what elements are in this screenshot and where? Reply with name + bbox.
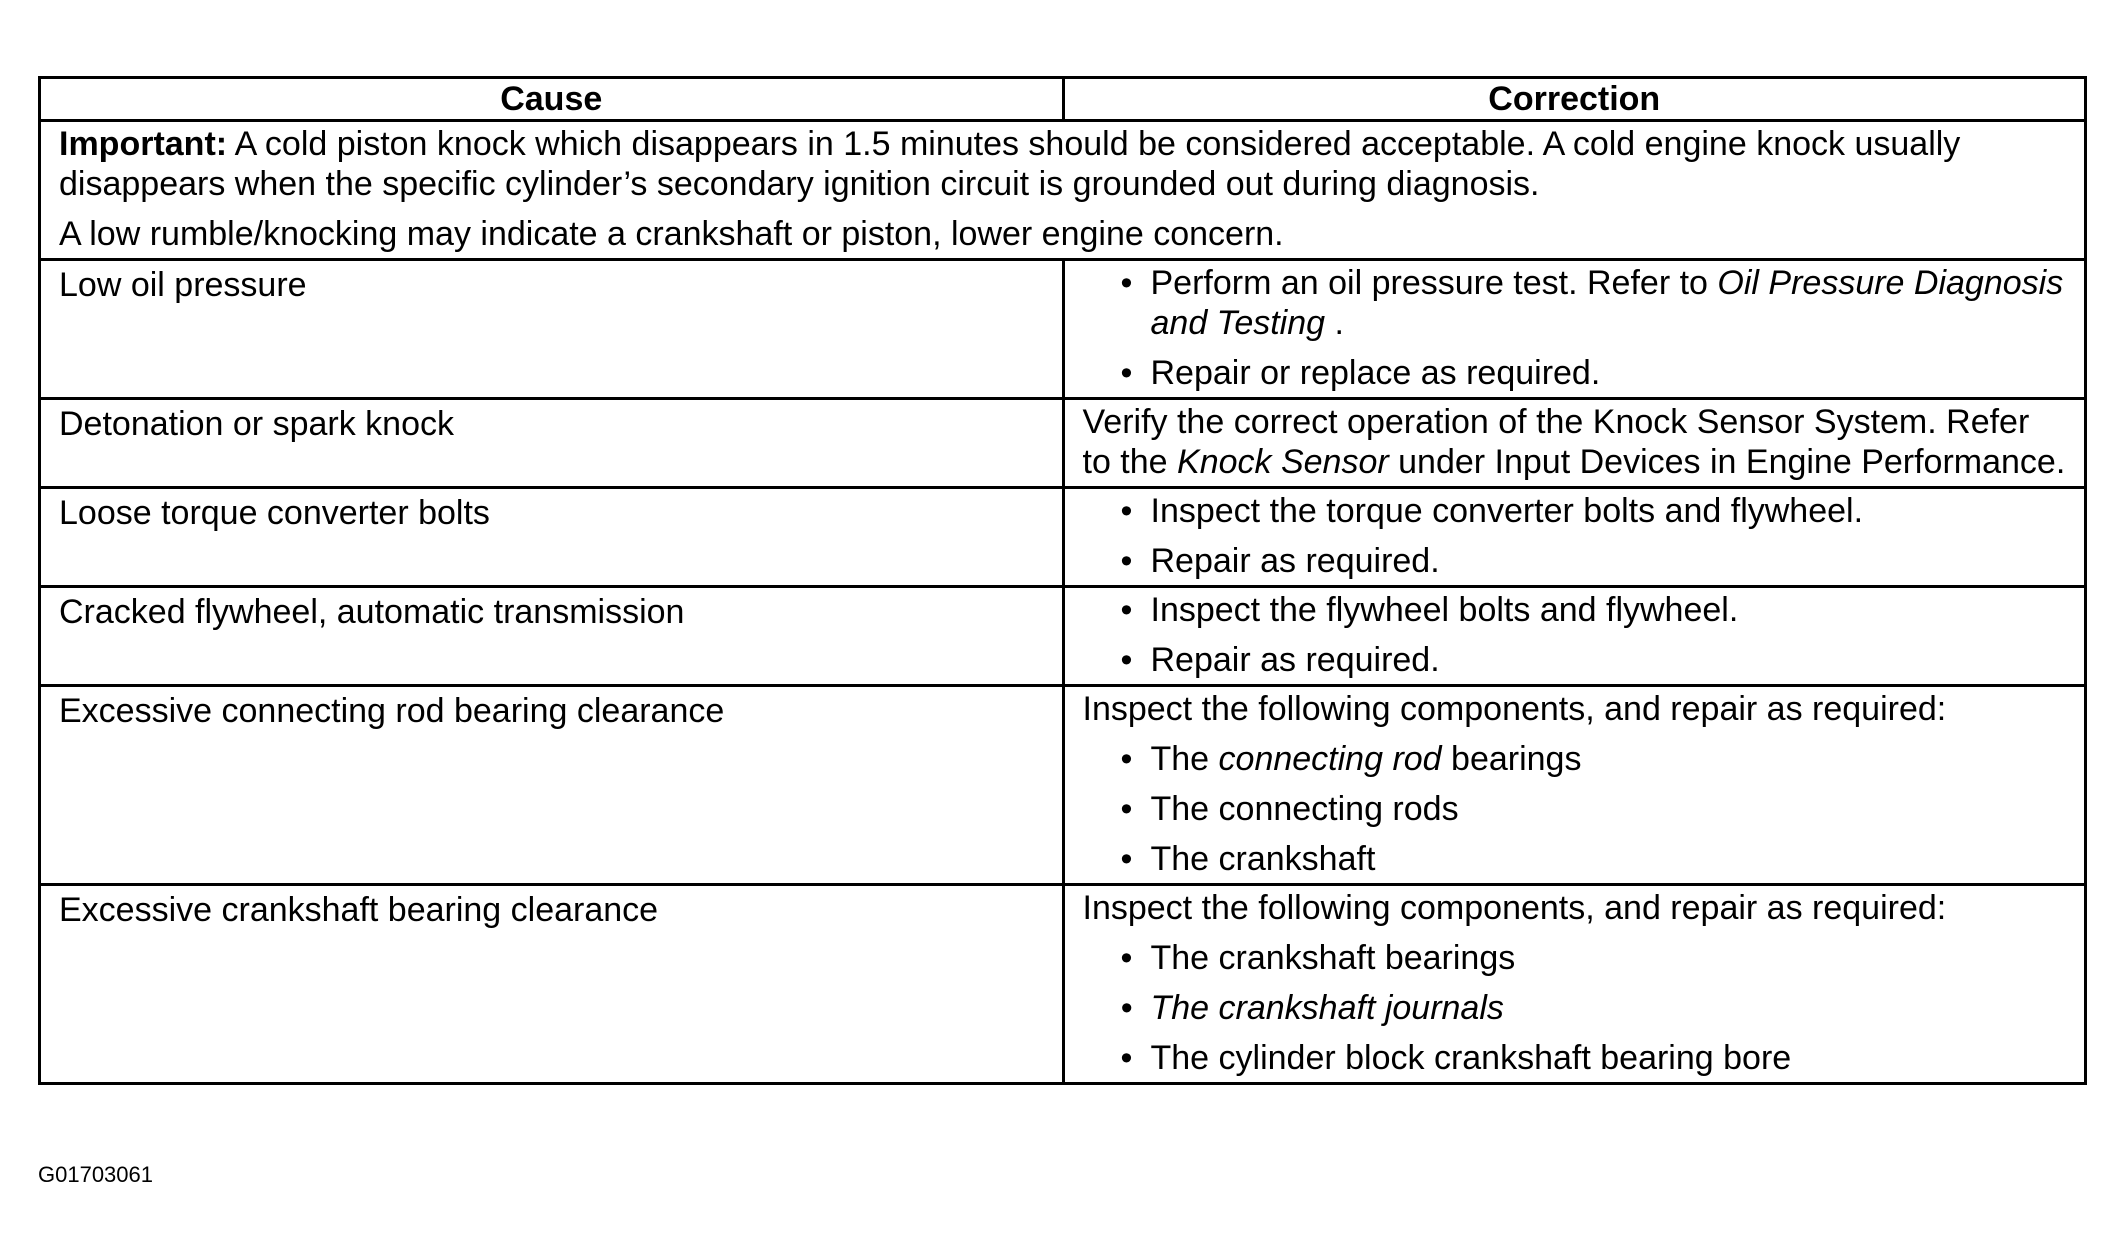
correction-cell: [1063, 587, 2086, 686]
important-paragraph: [59, 124, 2066, 204]
correction-intro: Inspect the following components, and repair as required:: [1082, 690, 1947, 728]
cause-cell: [40, 587, 1064, 686]
correction-list: [1083, 739, 2067, 879]
cause-text: Excessive connecting rod bearing clearance: [59, 692, 725, 730]
table-row: [40, 686, 2086, 885]
correction-cell: [1063, 399, 2086, 488]
important-note: [40, 121, 2086, 260]
important-note-row: [40, 121, 2086, 260]
cause-text: Low oil pressure: [59, 266, 307, 304]
cause-text: Excessive crankshaft bearing clearance: [59, 891, 659, 929]
list-item: • Repair as required.: [1083, 640, 2067, 680]
correction-list: [1083, 938, 2067, 1078]
item-text: The: [1150, 740, 1219, 778]
header-correction: Correction: [1063, 78, 2086, 121]
table-row: [40, 488, 2086, 587]
table-row: [40, 260, 2086, 399]
list-item: • The crankshaft journals: [1083, 988, 2067, 1028]
header-cause: Cause: [40, 78, 1064, 121]
table-row: [40, 885, 2086, 1084]
item-text: bearings: [1441, 740, 1582, 778]
correction-cell: [1063, 488, 2086, 587]
table-row: [40, 399, 2086, 488]
cause-text: Loose torque converter bolts: [59, 494, 490, 532]
list-item: • The crankshaft bearings: [1083, 938, 2067, 978]
item-text: Verify the correct operation of the Knock Sensor System. Refer to the: [1082, 403, 2030, 481]
list-item: • Inspect the torque converter bolts and flywheel.: [1083, 491, 2067, 531]
item-text: .: [1325, 304, 1344, 342]
cause-cell: [40, 260, 1064, 399]
correction-intro: Inspect the following components, and repair as required:: [1082, 889, 1947, 927]
cause-cell: [40, 686, 1064, 885]
important-text: A cold piston knock which disappears in 1.5 minutes should be considered acceptable. A cold engine knock usually disappears when the specific cylinder’s secondary ignition circuit is grounded out during diagnosis.: [59, 125, 1961, 203]
item-emphasis: connecting rod: [1218, 740, 1442, 778]
item-text: Perform an oil pressure test. Refer to: [1150, 264, 1718, 302]
reference-link: Knock Sensor: [1177, 443, 1389, 481]
correction-list: [1083, 491, 2067, 581]
correction-cell: [1063, 260, 2086, 399]
correction-text: [1083, 402, 2067, 482]
item-text: under Input Devices in Engine Performance.: [1388, 443, 2066, 481]
diagnosis-table: [38, 76, 2087, 1085]
table-header-row: [40, 78, 2086, 121]
rumble-note: A low rumble/knocking may indicate a crankshaft or piston, lower engine concern.: [59, 215, 1284, 253]
list-item: • The connecting rods: [1083, 789, 2067, 829]
cause-cell: [40, 488, 1064, 587]
figure-id: G01703061: [38, 1162, 153, 1187]
list-item: [1083, 739, 2067, 779]
cause-cell: [40, 885, 1064, 1084]
cause-text: Detonation or spark knock: [59, 405, 454, 443]
cause-cell: [40, 399, 1064, 488]
table-row: [40, 587, 2086, 686]
important-label: Important:: [59, 125, 228, 163]
correction-list: [1083, 590, 2067, 680]
list-item: • Repair as required.: [1083, 541, 2067, 581]
list-item: • The cylinder block crankshaft bearing bore: [1083, 1038, 2067, 1078]
correction-list: [1083, 263, 2067, 393]
reference-link: Oil Pressure Diagnosis and Testing: [1150, 264, 2064, 342]
correction-cell: [1063, 686, 2086, 885]
list-item: [1083, 263, 2067, 343]
list-item: • Repair or replace as required.: [1083, 353, 2067, 393]
list-item: • The crankshaft: [1083, 839, 2067, 879]
correction-cell: [1063, 885, 2086, 1084]
list-item: • Inspect the flywheel bolts and flywheel.: [1083, 590, 2067, 630]
cause-text: Cracked flywheel, automatic transmission: [59, 593, 685, 631]
